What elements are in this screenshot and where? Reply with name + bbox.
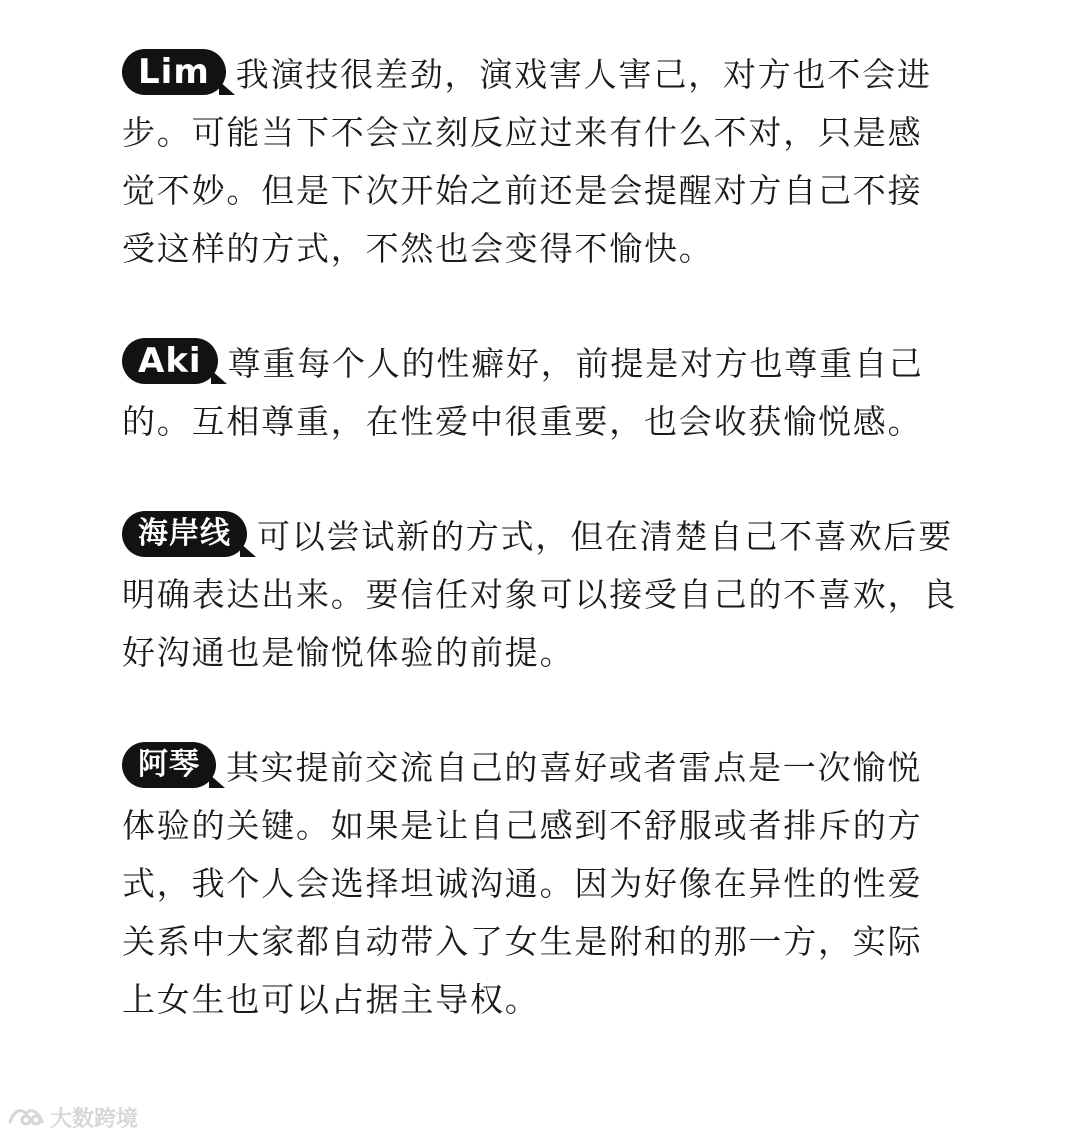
speech-tail-icon xyxy=(209,774,225,788)
speaker-name: 海岸线 xyxy=(138,516,231,551)
quote-line xyxy=(122,508,962,566)
quote-line: 受这样的方式，不然也会变得不愉快。 xyxy=(122,229,714,268)
speaker-name: 阿琴 xyxy=(138,747,200,782)
quote-block-aki xyxy=(122,335,962,451)
quote-line: 关系中大家都自动带入了女生是附和的那一方，实际 xyxy=(122,922,923,961)
quote-block-haianxian xyxy=(122,508,962,682)
speaker-tag-haianxian xyxy=(122,511,247,557)
quote-line xyxy=(122,46,962,104)
quote-line: 觉不妙。但是下次开始之前还是会提醒对方自己不接 xyxy=(122,171,923,210)
quote-line: 步。可能当下不会立刻反应过来有什么不对，只是感 xyxy=(122,113,923,152)
quote-block-lim xyxy=(122,46,962,278)
speech-tail-icon xyxy=(211,370,227,384)
speaker-tag-lim xyxy=(122,49,226,95)
speaker-name: Aki xyxy=(138,341,202,381)
quote-text: 尊重每个人的性癖好，前提是对方也尊重自己 xyxy=(227,344,924,383)
speaker-tag-aki xyxy=(122,338,218,384)
speaker-name: Lim xyxy=(138,52,210,92)
quote-line xyxy=(122,335,962,393)
quote-line: 的。互相尊重，在性爱中很重要，也会收获愉悦感。 xyxy=(122,402,923,441)
quote-line: 体验的关键。如果是让自己感到不舒服或者排斥的方 xyxy=(122,806,923,845)
speaker-tag-aqin xyxy=(122,742,216,788)
speech-tail-icon xyxy=(219,81,235,95)
watermark-text: 大数跨境 xyxy=(50,1106,139,1132)
quote-text: 其实提前交流自己的喜好或者雷点是一次愉悦 xyxy=(226,748,922,787)
quote-block-aqin xyxy=(122,739,962,1029)
quote-line: 式，我个人会选择坦诚沟通。因为好像在异性的性爱 xyxy=(122,864,923,903)
quote-line: 上女生也可以占据主导权。 xyxy=(122,980,540,1019)
quote-text: 我演技很差劲，演戏害人害己，对方也不会进 xyxy=(235,55,932,94)
speech-tail-icon xyxy=(240,543,256,557)
bird-logo-icon xyxy=(6,1104,46,1130)
quote-line: 好沟通也是愉悦体验的前提。 xyxy=(122,633,575,672)
quote-line xyxy=(122,739,962,797)
quote-text: 可以尝试新的方式，但在清楚自己不喜欢后要 xyxy=(257,517,953,556)
quote-line: 明确表达出来。要信任对象可以接受自己的不喜欢，良 xyxy=(122,575,958,614)
watermark xyxy=(6,1100,138,1134)
